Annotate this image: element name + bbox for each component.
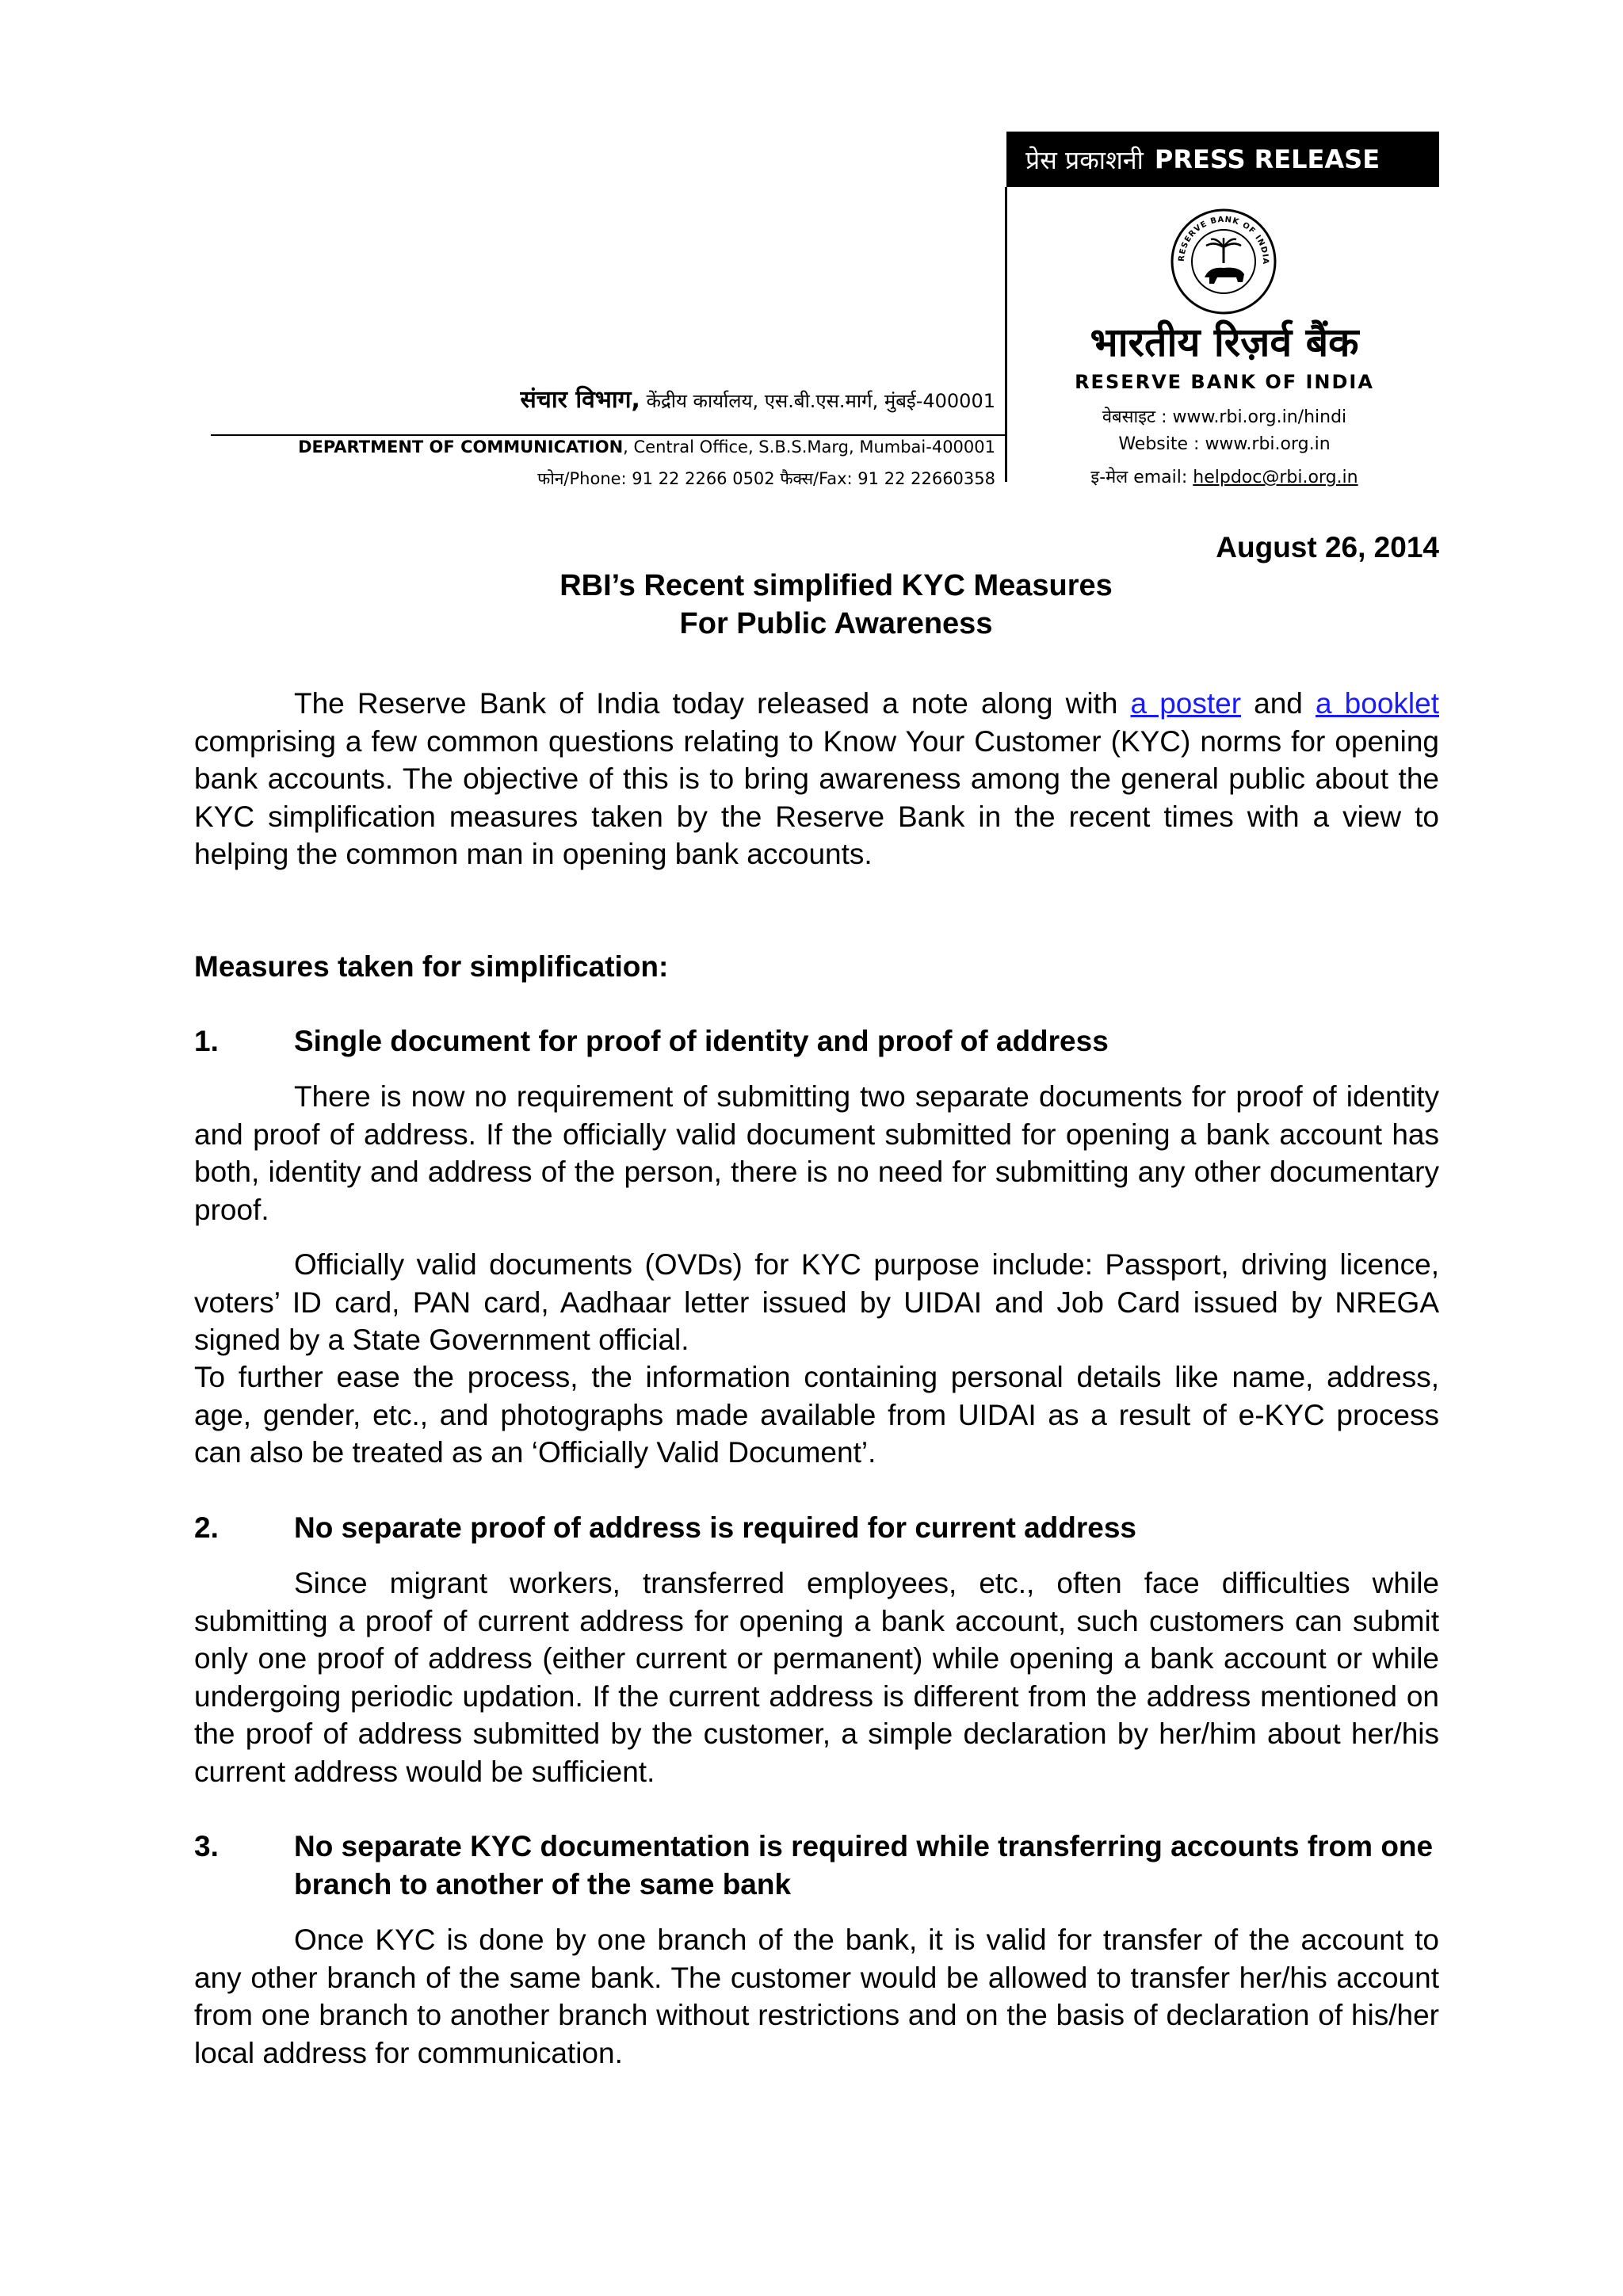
department-english-address: , Central Office, S.B.S.Marg, Mumbai-400001	[623, 437, 995, 457]
email-label: इ-मेल email:	[1090, 468, 1193, 487]
section-3-title: No separate KYC documentation is required while transferring accounts from one branch to another of the same bank	[294, 1830, 1434, 1901]
seal-text: RESERVE BANK OF INDIA	[1177, 215, 1270, 266]
header-vertical-divider	[1005, 187, 1007, 482]
section-2-number: 2.	[194, 1511, 219, 1544]
intro-text-before: The Reserve Bank of India today released a note along with	[294, 687, 1131, 720]
section-1-paragraph-2: Officially valid documents (OVDs) for KYC purpose include: Passport, driving licence, voters’ ID card, PAN card, Aadhaar letter issued by UIDAI and Job Card issued by NREGA signed by a State Government official.	[194, 1248, 1439, 1356]
bank-name-english: RESERVE BANK OF INDIA	[1075, 371, 1374, 393]
booklet-link[interactable]: a booklet	[1316, 687, 1439, 720]
section-1-number: 1.	[194, 1025, 219, 1057]
intro-text-and: and	[1241, 687, 1316, 720]
website-english: Website : www.rbi.org.in	[1118, 434, 1331, 454]
section-2-title: No separate proof of address is required for current address	[294, 1511, 1137, 1544]
section-1-title: Single document for proof of identity and proof of address	[294, 1025, 1109, 1057]
page-title-line-2: For Public Awareness	[679, 607, 993, 640]
email-link[interactable]: helpdoc@rbi.org.in	[1193, 468, 1358, 487]
section-3-paragraph-1: Once KYC is done by one branch of the bank, it is valid for transfer of the account to any other branch of the same bank. The customer would be allowed to transfer her/his account from one branch to another branch without restrictions and on the basis of declaration of his/her local address for communication.	[194, 1924, 1439, 2069]
section-1-paragraph-1: There is now no requirement of submitting two separate documents for proof of identity and proof of address. If the officially valid document submitted for opening a bank account has both, identity and address of the person, there is no need for submitting any other documentary proof.	[194, 1080, 1439, 1226]
section-2-paragraph-1: Since migrant workers, transferred employees, etc., often face difficulties while submitting a proof of current address for opening a bank account, such customers can submit only one proof of address (either current or permanent) while opening a bank account or while undergoing periodic updation. If the current address is different from the address mentioned on the proof of address submitted by the customer, a simple declaration by her/him about her/his current address would be sufficient.	[194, 1567, 1439, 1788]
department-english-name: DEPARTMENT OF COMMUNICATION	[298, 437, 624, 457]
section-3-number: 3.	[194, 1830, 219, 1862]
header-horizontal-divider	[211, 434, 1006, 436]
release-date: August 26, 2014	[1216, 531, 1439, 563]
department-phone-line: फोन/Phone: 91 22 2266 0502 फैक्स/Fax: 91 22 22660358	[537, 469, 995, 488]
department-hindi-line	[211, 382, 995, 415]
intro-text-after: comprising a few common questions relating to Know Your Customer (KYC) norms for opening bank accounts. The objective of this is to bring awareness among the general public about the KYC simplification measures taken by the Reserve Bank in the recent times with a view to helping the common man in opening bank accounts.	[194, 724, 1439, 870]
email-line	[1046, 464, 1403, 488]
department-english-line	[211, 437, 995, 457]
department-hindi-address: केंद्रीय कार्यालय, एस.बी.एस.मार्ग, मुंबई-400001	[640, 390, 995, 412]
measures-heading: Measures taken for simplification:	[194, 950, 669, 983]
intro-paragraph	[194, 685, 1439, 873]
section-2-heading	[194, 1509, 1439, 1547]
website-hindi: वेबसाइट : www.rbi.org.in/hindi	[1102, 407, 1347, 427]
department-hindi-name: संचार विभाग,	[520, 386, 640, 414]
section-1-heading	[194, 1022, 1439, 1060]
section-3-heading	[194, 1828, 1439, 1903]
page-title-line-1: RBI’s Recent simplified KYC Measures	[559, 569, 1113, 602]
press-release-hindi: प्रेस प्रकाशनी	[1025, 144, 1144, 175]
section-1-paragraph-3: To further ease the process, the information containing personal details like name, address, age, gender, etc., and photographs made available from UIDAI as a result of e-KYC process can also be treated as an ‘Officially Valid Document’.	[194, 1361, 1439, 1469]
press-release-banner	[1006, 132, 1439, 187]
press-release-english: PRESS RELEASE	[1154, 144, 1381, 174]
bank-name-hindi: भारतीय रिज़र्व बैंक	[1090, 319, 1359, 365]
poster-link[interactable]: a poster	[1130, 687, 1242, 720]
rbi-seal-icon	[1170, 208, 1277, 315]
